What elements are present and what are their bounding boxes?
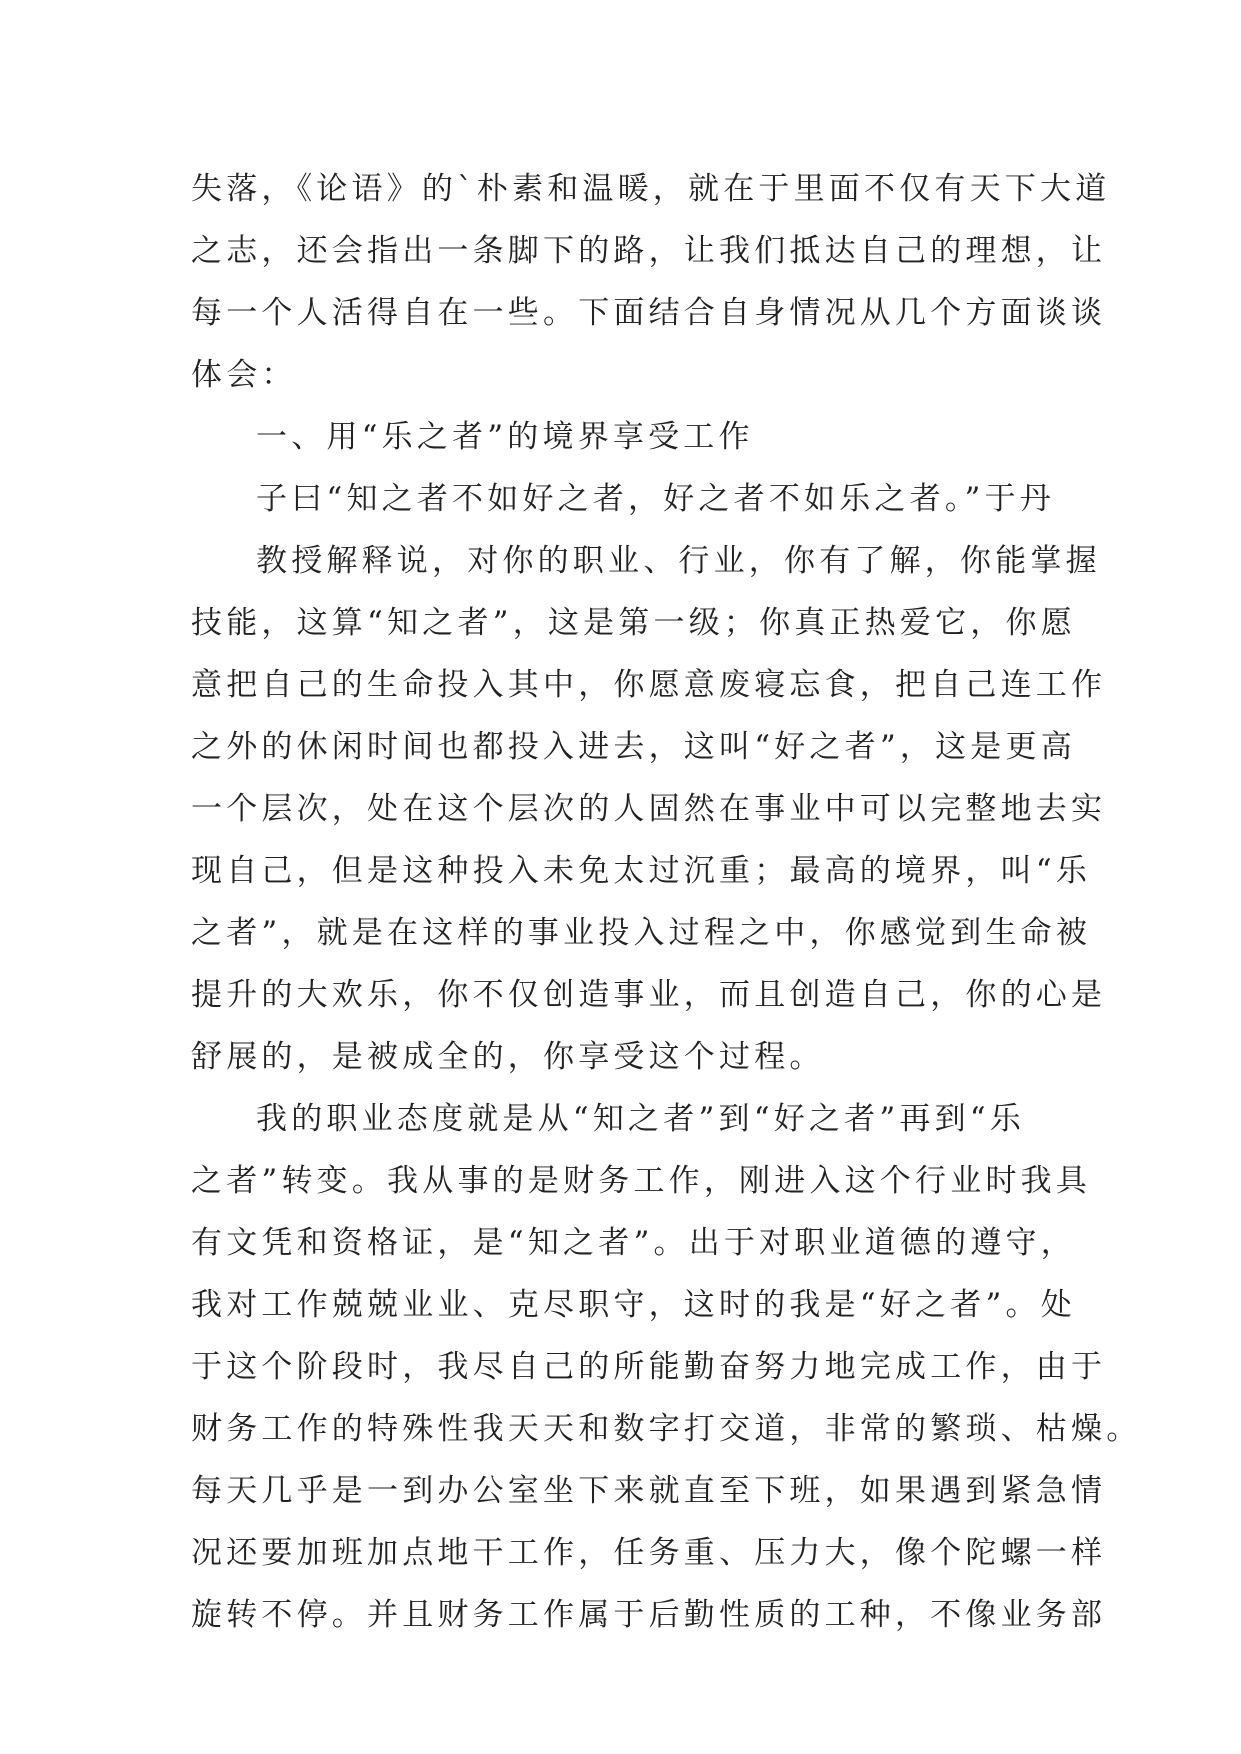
text-line: 提升的大欢乐，你不仅创造事业，而且创造自己，你的心是 bbox=[191, 977, 1107, 1013]
text-line: 之外的休闲时间也都投入进去，这叫“好之者”，这是更高 bbox=[191, 729, 1076, 765]
text-line: 有文凭和资格证，是“知之者”。出于对职业道德的遵守， bbox=[191, 1225, 1076, 1261]
text-line: 况还要加班加点地干工作，任务重、压力大，像个陀螺一样 bbox=[191, 1535, 1107, 1571]
text-line: 舒展的，是被成全的，你享受这个过程。 bbox=[191, 1039, 825, 1075]
text-line: 我对工作兢兢业业、克尽职守，这时的我是“好之者”。处 bbox=[191, 1287, 1076, 1323]
text-line: 子曰“知之者不如好之者，好之者不如乐之者。”于丹 bbox=[256, 481, 1055, 517]
document-body bbox=[191, 158, 1142, 1646]
text-line: 于这个阶段时，我尽自己的所能勤奋努力地完成工作，由于 bbox=[191, 1349, 1107, 1385]
text-line: 我的职业态度就是从“知之者”到“好之者”再到“乐 bbox=[256, 1101, 1026, 1137]
text-line: 每天几乎是一到办公室坐下来就直至下班，如果遇到紧急情 bbox=[191, 1473, 1107, 1509]
text-line: 一个层次，处在这个层次的人固然在事业中可以完整地去实 bbox=[191, 791, 1107, 827]
text-line: 失落，《论语》的`朴素和温暖，就在于里面不仅有天下大道 bbox=[191, 171, 1111, 207]
section-heading: 一、用“乐之者”的境界享受工作 bbox=[256, 419, 754, 455]
text-line: 财务工作的特殊性我天天和数字打交道，非常的繁琐、枯燥。 bbox=[191, 1411, 1142, 1447]
text-line: 之者”，就是在这样的事业投入过程之中，你感觉到生命被 bbox=[191, 915, 1092, 951]
text-line: 每一个人活得自在一些。下面结合自身情况从几个方面谈谈 bbox=[191, 295, 1107, 331]
text-line: 旋转不停。并且财务工作属于后勤性质的工种，不像业务部 bbox=[191, 1597, 1107, 1633]
text-line: 之者”转变。我从事的是财务工作，刚进入这个行业时我具 bbox=[191, 1163, 1092, 1199]
text-line: 体会： bbox=[191, 357, 297, 393]
text-line: 意把自己的生命投入其中，你愿意废寝忘食，把自己连工作 bbox=[191, 667, 1107, 703]
text-line: 教授解释说，对你的职业、行业，你有了解，你能掌握 bbox=[256, 543, 1101, 579]
text-line: 现自己，但是这种投入未免太过沉重；最高的境界，叫“乐 bbox=[191, 853, 1092, 889]
text-line: 技能，这算“知之者”，这是第一级；你真正热爱它，你愿 bbox=[191, 605, 1076, 641]
text-line: 之志，还会指出一条脚下的路，让我们抵达自己的理想，让 bbox=[191, 233, 1107, 269]
